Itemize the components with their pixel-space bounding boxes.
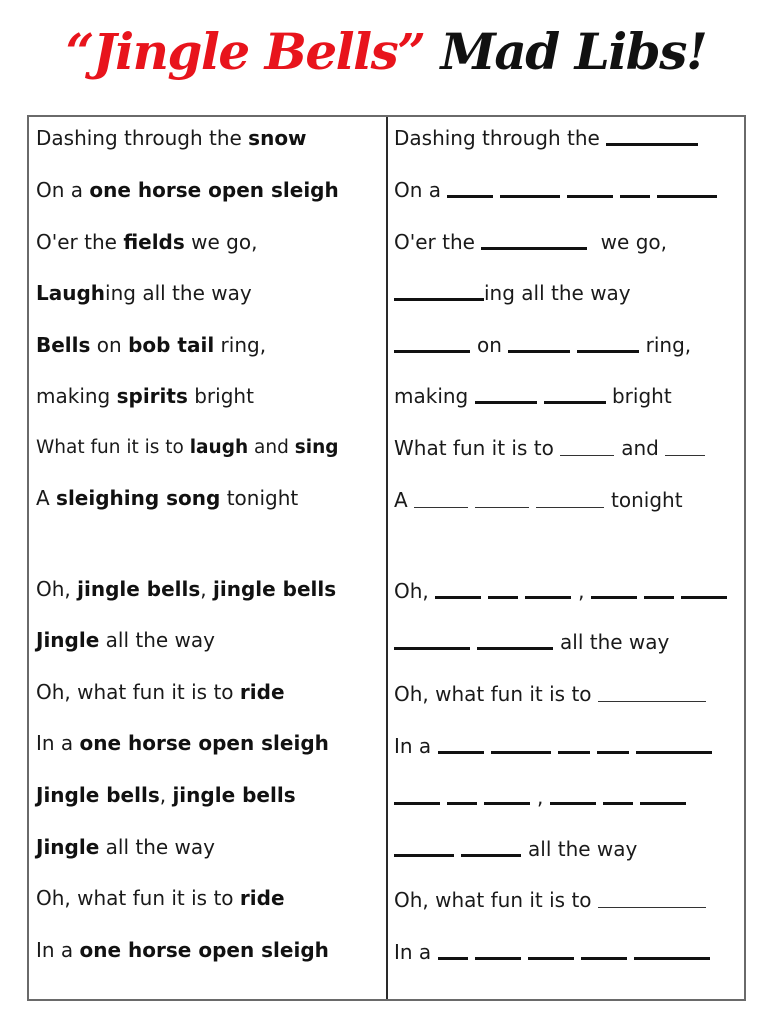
mad-libs-table <box>27 115 746 1001</box>
lyric-line <box>36 835 215 859</box>
mad-lib-text: making <box>394 384 475 408</box>
fill-in-blank[interactable] <box>394 802 440 805</box>
mad-lib-text: bright <box>605 384 672 408</box>
fill-in-blank[interactable] <box>544 401 606 404</box>
fill-in-blank[interactable] <box>508 350 570 353</box>
answer-word: bob tail <box>128 333 215 357</box>
answer-word: fields <box>123 230 185 254</box>
lyric-text: Oh, what fun it is to <box>36 680 240 704</box>
fill-in-blank[interactable] <box>644 596 674 599</box>
column-divider <box>386 117 388 999</box>
lyric-line <box>36 281 252 305</box>
lyric-text: tonight <box>220 486 299 510</box>
page-title <box>0 14 772 90</box>
fill-in-blank[interactable] <box>657 195 717 198</box>
mad-lib-line <box>394 488 683 512</box>
fill-in-blank[interactable] <box>525 596 571 599</box>
answer-word: Bells <box>36 333 91 357</box>
answer-word: jingle bells <box>172 783 296 807</box>
fill-in-blank[interactable] <box>598 701 706 702</box>
answer-word: sleighing song <box>56 486 221 510</box>
lyric-line <box>36 230 257 254</box>
fill-in-blanks-column <box>394 117 739 999</box>
answer-word: spirits <box>116 384 188 408</box>
mad-lib-text: Oh, what fun it is to <box>394 682 598 706</box>
mad-lib-line <box>394 333 691 357</box>
answer-word: jingle bells <box>77 577 201 601</box>
fill-in-blank[interactable] <box>394 854 454 857</box>
mad-lib-text: ring, <box>639 333 692 357</box>
fill-in-blank[interactable] <box>394 647 470 650</box>
mad-lib-line <box>394 785 686 809</box>
mad-lib-line <box>394 682 706 706</box>
fill-in-blank[interactable] <box>435 596 481 599</box>
fill-in-blank[interactable] <box>394 298 484 301</box>
lyric-text: ring, <box>214 333 267 357</box>
mad-lib-text: O'er the <box>394 230 482 254</box>
lyric-text: , <box>159 783 173 807</box>
fill-in-blank[interactable] <box>414 507 468 508</box>
fill-in-blank[interactable] <box>606 143 698 146</box>
title-mad-libs: Mad Libs! <box>440 22 707 81</box>
mad-lib-line <box>394 281 631 305</box>
answer-word: one horse open sleigh <box>79 938 329 962</box>
mad-lib-text: A <box>394 488 415 512</box>
mad-lib-line <box>394 940 710 964</box>
mad-lib-text: on <box>477 333 509 357</box>
lyric-text: bright <box>187 384 254 408</box>
answer-word: jingle bells <box>213 577 337 601</box>
lyric-line <box>36 384 254 408</box>
answer-word: sing <box>294 437 339 458</box>
fill-in-blank[interactable] <box>558 751 590 754</box>
mad-lib-line <box>394 178 717 202</box>
lyric-line <box>36 886 285 910</box>
lyric-text: A <box>36 486 57 510</box>
fill-in-blank[interactable] <box>567 195 613 198</box>
fill-in-blank[interactable] <box>640 802 686 805</box>
mad-lib-line <box>394 384 672 408</box>
fill-in-blank[interactable] <box>475 401 537 404</box>
mad-lib-text: and <box>621 436 666 460</box>
mad-lib-text: On a <box>394 178 448 202</box>
answer-word: laugh <box>189 437 249 458</box>
mad-lib-text: we go, <box>594 230 667 254</box>
fill-in-blank[interactable] <box>597 751 629 754</box>
fill-in-blank[interactable] <box>447 802 477 805</box>
mad-lib-text: all the way <box>560 630 670 654</box>
lyric-text: and <box>248 437 295 458</box>
mad-lib-text: , <box>578 579 591 603</box>
lyric-line <box>36 436 339 460</box>
fill-in-blank[interactable] <box>581 957 627 960</box>
mad-lib-line <box>394 734 712 758</box>
answer-word: Jingle <box>36 835 100 859</box>
lyric-text: , <box>200 577 214 601</box>
mad-lib-line <box>394 579 727 603</box>
mad-lib-line <box>394 436 705 460</box>
answer-word: one horse open sleigh <box>89 178 339 202</box>
fill-in-blank[interactable] <box>591 596 637 599</box>
lyric-line <box>36 577 336 601</box>
original-lyrics-column <box>36 117 384 999</box>
fill-in-blank[interactable] <box>550 802 596 805</box>
mad-lib-text: Oh, <box>394 579 436 603</box>
fill-in-blank[interactable] <box>475 957 521 960</box>
mad-lib-line <box>394 630 669 654</box>
fill-in-blank[interactable] <box>475 507 529 508</box>
fill-in-blank[interactable] <box>681 596 727 599</box>
fill-in-blank[interactable] <box>438 751 484 754</box>
fill-in-blank[interactable] <box>481 247 587 250</box>
lyric-line <box>36 178 339 202</box>
mad-lib-text: What fun it is to <box>394 436 561 460</box>
title-song-name: “Jingle Bells” <box>65 22 425 81</box>
fill-in-blank[interactable] <box>598 907 706 908</box>
fill-in-blank[interactable] <box>394 350 470 353</box>
lyric-line <box>36 680 285 704</box>
lyric-text: In a <box>36 731 80 755</box>
fill-in-blank[interactable] <box>536 507 604 508</box>
fill-in-blank[interactable] <box>491 751 551 754</box>
answer-word: one horse open sleigh <box>79 731 329 755</box>
mad-lib-text: all the way <box>528 837 638 861</box>
lyric-text: Oh, what fun it is to <box>36 886 240 910</box>
fill-in-blank[interactable] <box>665 455 705 456</box>
fill-in-blank[interactable] <box>447 195 493 198</box>
fill-in-blank[interactable] <box>603 802 633 805</box>
lyric-text: making <box>36 384 117 408</box>
answer-word: Laugh <box>36 281 106 305</box>
fill-in-blank[interactable] <box>488 596 518 599</box>
mad-lib-text: , <box>537 785 550 809</box>
mad-lib-text: Dashing through the <box>394 126 607 150</box>
answer-word: Jingle bells <box>36 783 160 807</box>
lyric-text: What fun it is to <box>36 437 190 458</box>
answer-word: ride <box>239 886 285 910</box>
lyric-line <box>36 938 329 962</box>
lyric-text: Dashing through the <box>36 126 249 150</box>
fill-in-blank[interactable] <box>577 350 639 353</box>
lyric-text: all the way <box>99 835 215 859</box>
lyric-line <box>36 731 329 755</box>
fill-in-blank[interactable] <box>477 647 553 650</box>
lyric-text: Oh, <box>36 577 78 601</box>
fill-in-blank[interactable] <box>620 195 650 198</box>
mad-lib-text: In a <box>394 734 438 758</box>
fill-in-blank[interactable] <box>636 751 712 754</box>
lyric-text: On a <box>36 178 90 202</box>
mad-lib-text: In a <box>394 940 438 964</box>
lyric-line <box>36 333 266 357</box>
fill-in-blank[interactable] <box>634 957 710 960</box>
mad-lib-text: tonight <box>611 488 683 512</box>
lyric-line <box>36 783 296 807</box>
fill-in-blank[interactable] <box>461 854 521 857</box>
mad-lib-text: Oh, what fun it is to <box>394 888 598 912</box>
fill-in-blank[interactable] <box>484 802 530 805</box>
answer-word: Jingle <box>36 628 100 652</box>
lyric-text: all the way <box>99 628 215 652</box>
answer-word: ride <box>239 680 285 704</box>
lyric-line <box>36 628 215 652</box>
mad-lib-line <box>394 230 667 254</box>
lyric-line <box>36 126 307 150</box>
fill-in-blank[interactable] <box>560 455 614 456</box>
fill-in-blank[interactable] <box>438 957 468 960</box>
mad-lib-text: ing all the way <box>484 281 631 305</box>
lyric-text: ing all the way <box>105 281 252 305</box>
answer-word: snow <box>248 126 307 150</box>
lyric-line <box>36 486 298 510</box>
lyric-text: In a <box>36 938 80 962</box>
mad-lib-line <box>394 837 637 861</box>
lyric-text: on <box>90 333 129 357</box>
lyric-text: O'er the <box>36 230 124 254</box>
lyric-text: we go, <box>184 230 258 254</box>
mad-lib-line <box>394 126 705 150</box>
fill-in-blank[interactable] <box>500 195 560 198</box>
mad-lib-line <box>394 888 706 912</box>
fill-in-blank[interactable] <box>528 957 574 960</box>
